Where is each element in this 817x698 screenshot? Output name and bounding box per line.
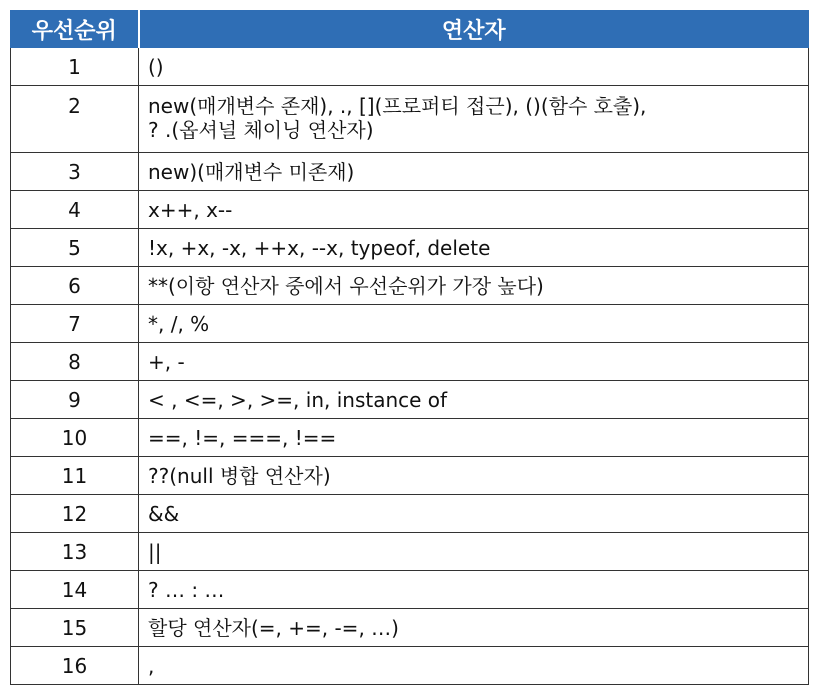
table-header-row [11, 11, 809, 48]
operator-text: new)(매개변수 미존재) [148, 159, 355, 184]
table-body [11, 48, 809, 685]
precedence-rank-cell: 2 [11, 86, 139, 153]
operator-text: new(매개변수 존재), ., [](프로퍼티 접근), ()(함수 호출), [148, 94, 647, 118]
precedence-rank-cell: 7 [11, 305, 139, 343]
precedence-rank-cell: 15 [11, 609, 139, 647]
header-operator: 연산자 [139, 11, 809, 48]
operator-text: x++, x-- [148, 197, 233, 222]
operator-cell [139, 533, 809, 571]
operator-text: ? … : … [148, 577, 225, 602]
operator-cell [139, 419, 809, 457]
operator-cell [139, 267, 809, 305]
operator-text: ==, !=, ===, !== [148, 425, 337, 450]
precedence-rank-cell: 8 [11, 343, 139, 381]
operator-text: && [148, 501, 180, 526]
operator-cell [139, 495, 809, 533]
precedence-rank-cell: 13 [11, 533, 139, 571]
operator-cell [139, 457, 809, 495]
operator-cell [139, 609, 809, 647]
operator-text: *, /, % [148, 311, 210, 336]
operator-cell [139, 647, 809, 685]
operator-text: ??(null 병합 연산자) [148, 463, 331, 488]
table-row [11, 191, 809, 229]
operator-precedence-table [10, 10, 809, 685]
operator-cell [139, 153, 809, 191]
table-row [11, 86, 809, 153]
operator-text: ? .(옵셔널 체이닝 연산자) [148, 118, 374, 142]
operator-text: +, - [148, 349, 185, 374]
operator-text: , [148, 653, 155, 678]
table-row [11, 647, 809, 685]
table-row [11, 48, 809, 86]
operator-cell [139, 191, 809, 229]
precedence-table-container [10, 10, 808, 685]
precedence-rank-cell: 16 [11, 647, 139, 685]
table-row [11, 305, 809, 343]
precedence-rank-cell: 5 [11, 229, 139, 267]
operator-text: || [148, 539, 162, 564]
precedence-rank-cell: 9 [11, 381, 139, 419]
operator-text: < , <=, >, >=, in, instance of [148, 387, 448, 412]
operator-cell [139, 343, 809, 381]
table-row [11, 153, 809, 191]
operator-cell [139, 48, 809, 86]
table-row [11, 419, 809, 457]
table-row [11, 571, 809, 609]
precedence-rank-cell: 14 [11, 571, 139, 609]
precedence-rank-cell: 12 [11, 495, 139, 533]
operator-text: **(이항 연산자 중에서 우선순위가 가장 높다) [148, 273, 544, 298]
operator-cell [139, 229, 809, 267]
precedence-rank-cell: 11 [11, 457, 139, 495]
precedence-rank-cell: 4 [11, 191, 139, 229]
precedence-rank-cell: 6 [11, 267, 139, 305]
operator-cell [139, 86, 809, 153]
table-row [11, 267, 809, 305]
table-row [11, 229, 809, 267]
operator-cell [139, 571, 809, 609]
table-row [11, 381, 809, 419]
table-row [11, 533, 809, 571]
precedence-rank-cell: 1 [11, 48, 139, 86]
table-row [11, 609, 809, 647]
operator-text: !x, +x, -x, ++x, --x, typeof, delete [148, 235, 491, 260]
precedence-rank-cell: 3 [11, 153, 139, 191]
operator-cell [139, 305, 809, 343]
operator-text: 할당 연산자(=, +=, -=, …) [148, 615, 399, 640]
table-row [11, 343, 809, 381]
precedence-rank-cell: 10 [11, 419, 139, 457]
operator-text: () [148, 54, 164, 79]
table-row [11, 457, 809, 495]
header-precedence: 우선순위 [11, 11, 139, 48]
table-row [11, 495, 809, 533]
operator-cell [139, 381, 809, 419]
